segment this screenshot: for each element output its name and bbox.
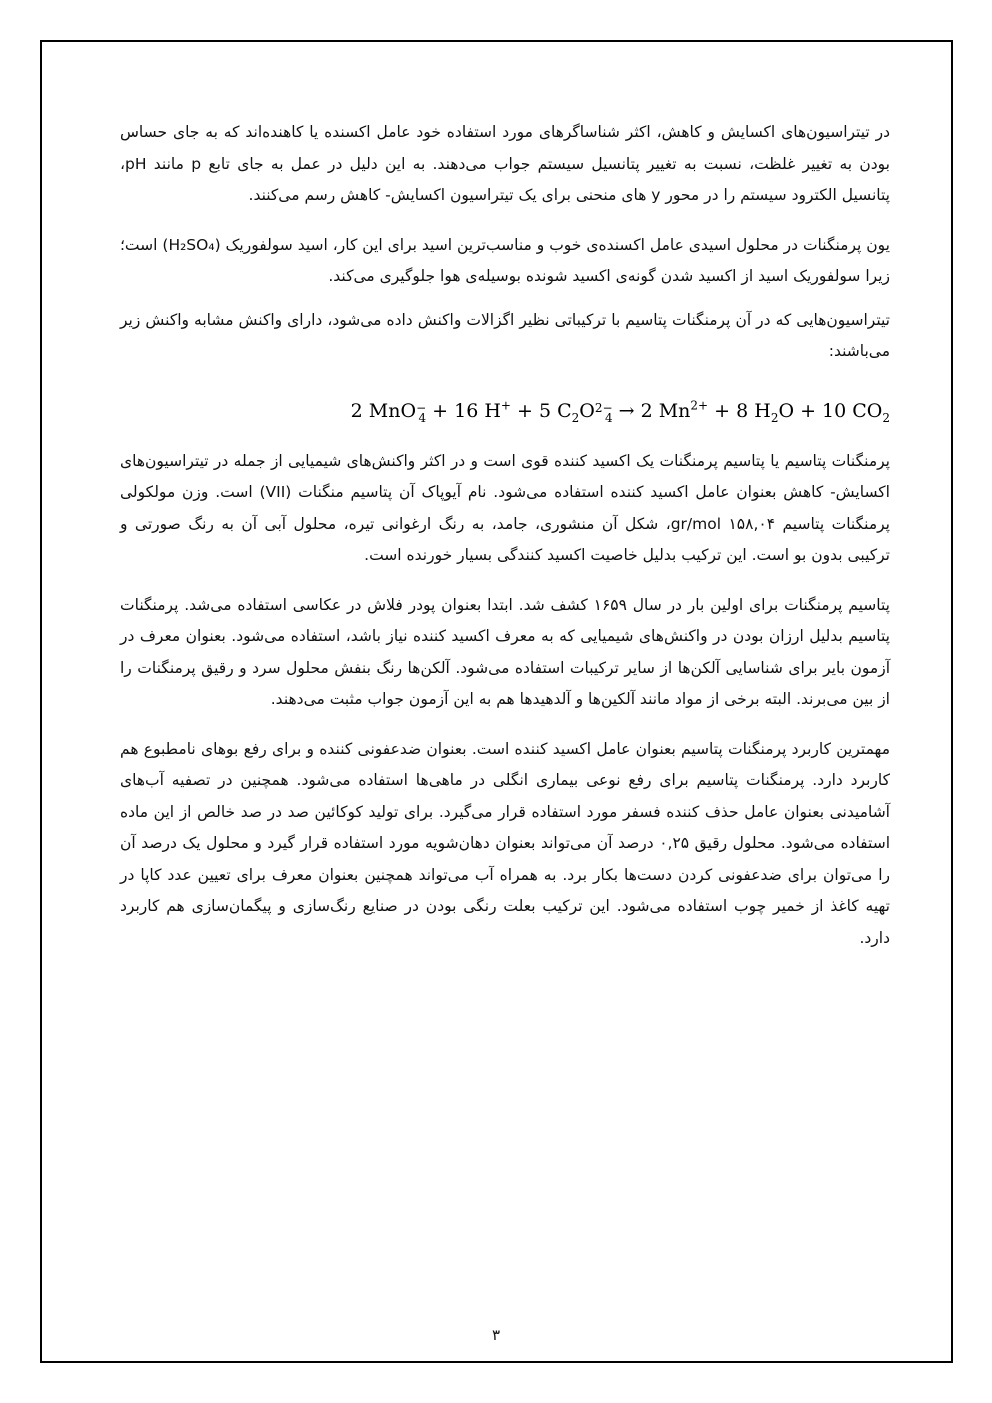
eq-arrow-mn: → 2 $Mn^{2+}$ [612,398,709,422]
eq-term-water-co2: + 8 $H_2O + 10$ $CO_2$ [708,399,890,425]
paragraph-permanganate-history: پتاسیم پرمنگنات برای اولین بار در سال ۱۶۵۹ کشف شد. ابتدا بعنوان پودر فلاش در عکاسی استفاده می‌شد. پرمنگنات پتاسیم بدلیل ارزان بودن در واکنش‌های شیمیایی که به معرف اکسید کننده نیاز باشد، استفاده می‌شود. بعنوان معرف در آزمون بایر برای شناسایی آلکن‌ها از سایر ترکیبات استفاده می‌شود. آلکن‌ها رنگ بنفش محلول سرد و رقیق پرمنگنات را از بین می‌برند. البته برخی از مواد مانند آلکین‌ها و آلدهیدها هم به این آزمون جواب مثبت می‌دهند. [120,595,890,708]
chemical-equation [120,386,890,426]
document-body [120,117,890,954]
eq-term-oxalate: + 5 $C_2O$ 2− 4 [510,399,613,425]
paragraph-redox-indicators: در تیتراسیون‌های اکسایش و کاهش، اکثر شناساگرهای مورد استفاده خود عامل اکسنده یا کاهنده‌اند که به جای حساس بودن به تغییر غلظت، نسبت به تغییر پتانسیل سیستم جواب می‌دهند. به این دلیل در عمل به جای تابع p مانند pH، پتانسیل الکترود سیستم را در محور y های منحنی برای یک تیتراسیون اکسایش- کاهش رسم می‌کنند. [120,123,890,204]
eq-term-h: + 16 H+ [426,398,511,422]
eq-term-mno4: 2 MnO − 4 [350,399,427,425]
paragraph-permanganate-uses: مهمترین کاربرد پرمنگنات پتاسیم بعنوان عامل اکسید کننده است. بعنوان ضدعفونی کننده و برای رفع بوهای نامطبوع هم کاربرد دارد. پرمنگنات پتاسیم برای رفع نوعی بیماری انگلی در ماهی‌ها استفاده می‌شود. همچنین در تصفیه آب‌های آشامیدنی بعنوان عامل حذف کننده فسفر مورد استفاده قرار می‌گیرد. برای تولید کوکائین صد در صد خالص از این ماده استفاده می‌شود. محلول رقیق ۰,۲۵ درصد آن می‌تواند بعنوان دهان‌شویه مورد استفاده قرار گیرد و محلول یک درصد آن را می‌توان برای ضدعفونی کردن دست‌ها بکار برد. به همراه آب می‌تواند همچنین بعنوان معرف برای تعیین عدد کاپا در تهیه کاغذ از خمیر چوب استفاده می‌شود. این ترکیب بعلت رنگی بودن در صنایع رنگ‌سازی و پیگمان‌سازی هم کاربرد دارد. [120,739,890,947]
paragraph-oxalate-titration: تیتراسیون‌هایی که در آن پرمنگنات پتاسیم با ترکیباتی نظیر اگزالات واکنش داده می‌شود، دارای واکنش مشابه واکنش زیر می‌باشند: [120,310,890,360]
page-number: ۳ [491,1326,501,1344]
paragraph-permanganate-properties: پرمنگنات پتاسیم یا پتاسیم پرمنگنات یک اکسید کننده قوی است و در اکثر واکنش‌های شیمیایی از جمله در تیتراسیون‌های اکسایش- کاهش بعنوان عامل اکسید کننده استفاده می‌شود. نام آیوپاک آن پتاسیم منگنات (VII) است. وزن مولکولی پرمنگنات پتاسیم gr/mol ۱۵۸,۰۴، شکل آن منشوری، جامد، به رنگ ارغوانی تیره، محلول آبی آن به رنگ صورتی و ترکیبی بدون بو است. این ترکیب بدلیل خاصیت اکسید کنندگی بسیار خورنده است. [120,451,890,564]
paragraph-permanganate-acid: یون پرمنگنات در محلول اسیدی عامل اکسنده‌ی خوب و مناسب‌ترین اسید برای این کار، اسید سولفوریک (H₂SO₄) است؛ زیرا سولفوریک اسید از اکسید شدن گونه‌ی اکسید شونده بوسیله‌ی هوا جلوگیری می‌کند. [120,235,890,285]
